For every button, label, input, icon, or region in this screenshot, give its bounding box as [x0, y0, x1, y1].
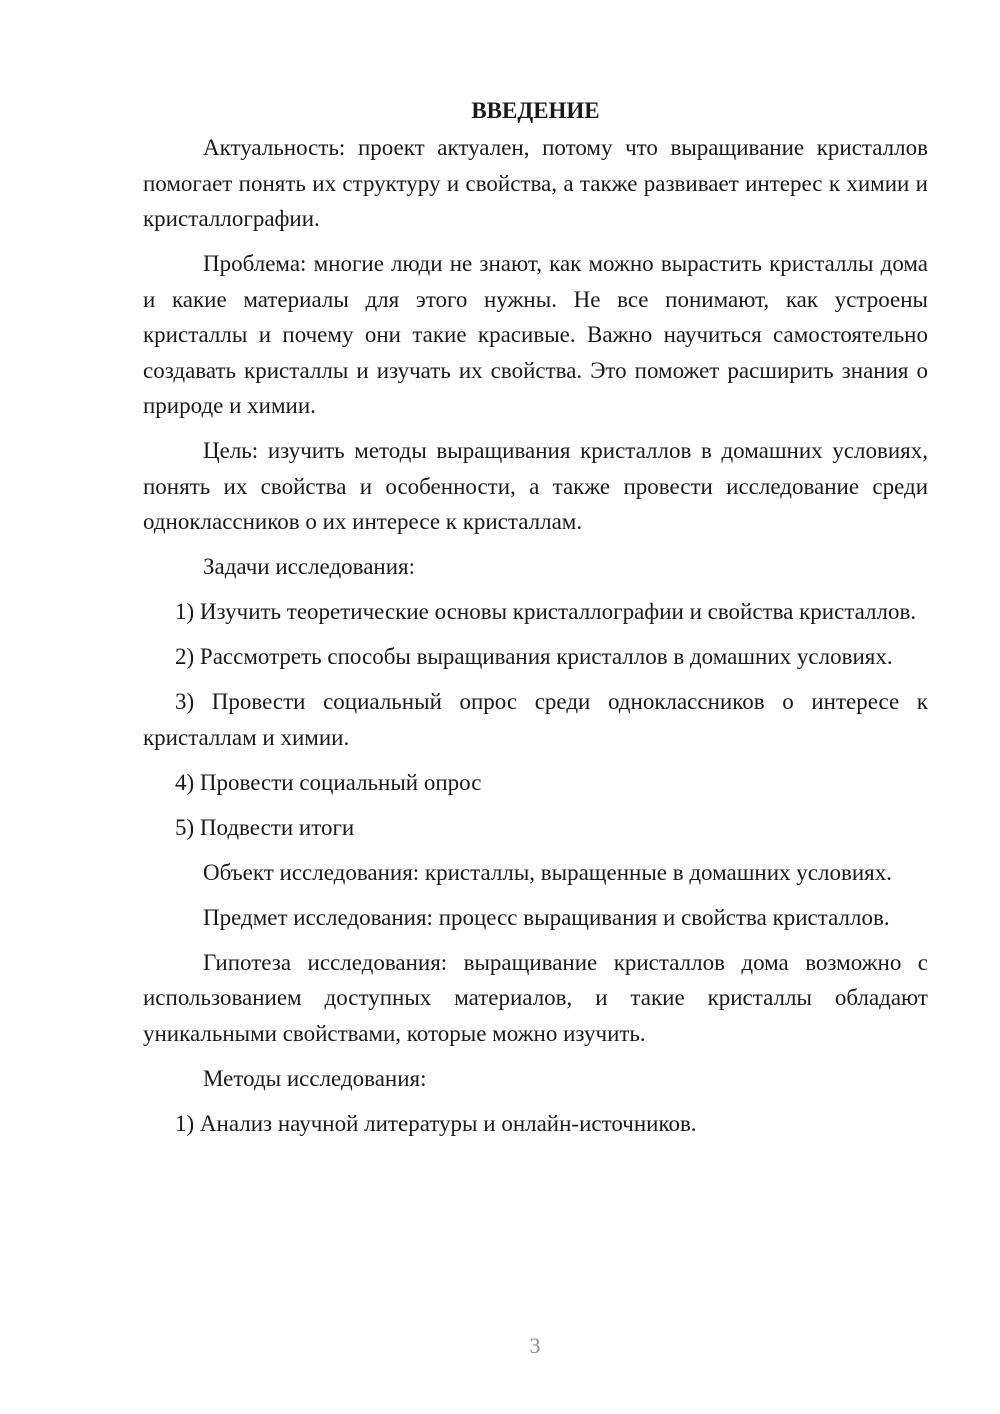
document-page — [143, 92, 928, 1151]
page-number: 3 — [529, 1333, 541, 1358]
tasks-heading: Задачи исследования: — [203, 554, 416, 579]
goal-paragraph: Цель: изучить методы выращивания кристаллов в домашних условиях, понять их свойства и особенности, а также провести исследование среди одноклассников о их интересе к кристаллам. — [143, 438, 928, 534]
hypothesis-paragraph: Гипотеза исследования: выращивание кристаллов дома возможно с использованием доступных материалов, и такие кристаллы обладают уникальными свойствами, которые можно изучить. — [143, 949, 928, 1046]
task-item: 4) Провести социальный опрос — [175, 769, 482, 795]
task-item: 2) Рассмотреть способы выращивания кристаллов в домашних условиях. — [175, 644, 893, 669]
subject-paragraph: Предмет исследования: процесс выращивания и свойства кристаллов. — [203, 904, 890, 930]
object-paragraph: Объект исследования: кристаллы, выращенные в домашних условиях. — [203, 859, 892, 885]
method-item: 1) Анализ научной литературы и онлайн-источников. — [175, 1110, 697, 1136]
methods-heading: Методы исследования: — [203, 1065, 427, 1091]
task-item: 1) Изучить теоретические основы кристаллографии и свойства кристаллов. — [175, 599, 917, 624]
task-item: 3) Провести социальный опрос среди одноклассников о интересе к кристаллам и химии. — [143, 689, 928, 750]
task-item: 5) Подвести итоги — [175, 814, 355, 840]
problem-paragraph: Проблема: многие люди не знают, как можно вырастить кристаллы дома и какие материалы для этого нужны. Не все понимают, как устроены кристаллы и почему они такие красивые. Важно научиться самостоятельно создавать кристаллы и изучать их свойства. Это поможет расширить знания о природе и химии. — [143, 251, 928, 418]
section-heading: ВВЕДЕНИЕ — [471, 98, 600, 123]
relevance-paragraph: Актуальность: проект актуален, потому что выращивание кристаллов помогает понять их структуру и свойства, а также развивает интерес к химии и кристаллографии. — [143, 135, 928, 231]
